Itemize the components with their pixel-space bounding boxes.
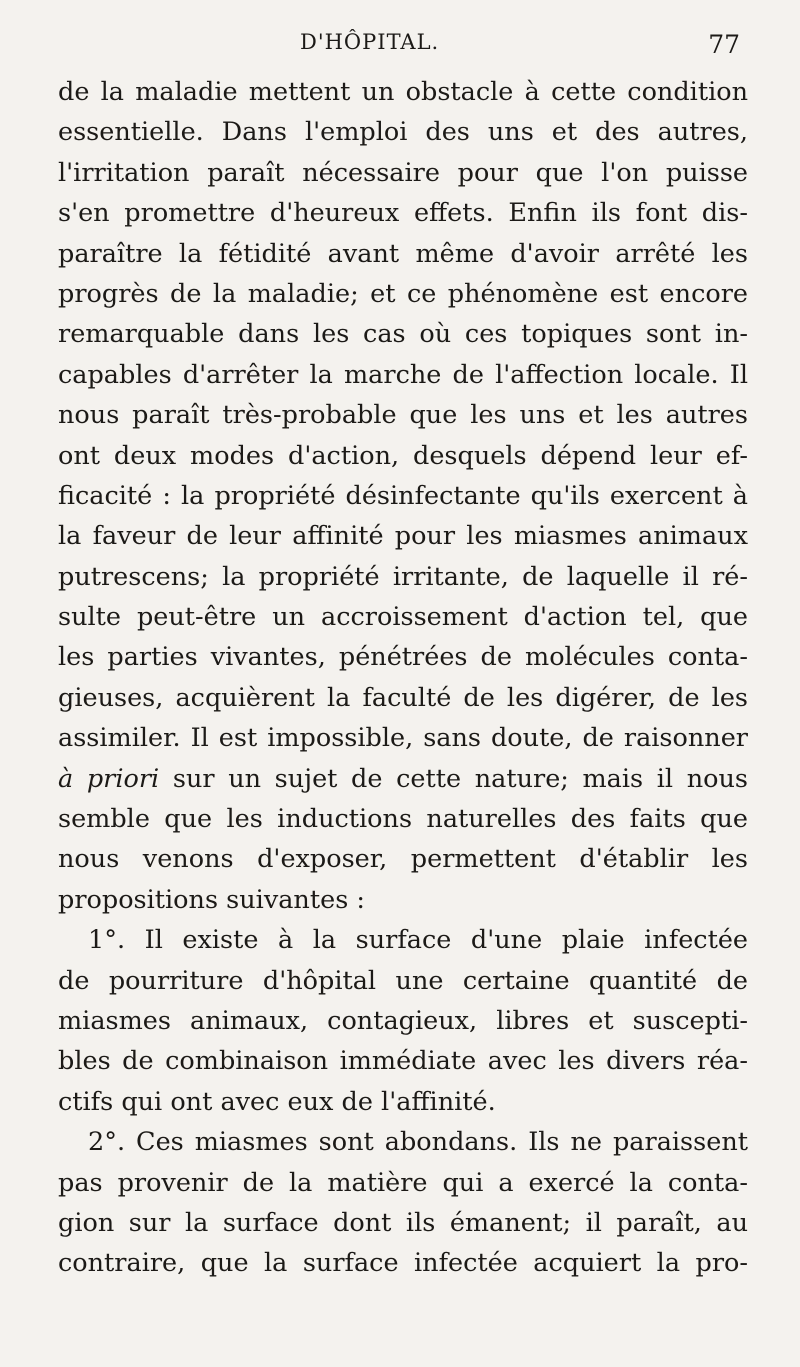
- text-line: paraître la fétidité avant même d'avoir arrêté les: [58, 238, 748, 269]
- text-line: 1°. Il existe à la surface d'une plaie infectée: [88, 925, 748, 956]
- italic-phrase: à priori: [58, 763, 160, 794]
- text-line: assimiler. Il est impossible, sans doute, de raisonner: [58, 723, 748, 754]
- text-line: 2°. Ces miasmes sont abondans. Ils ne paraissent: [88, 1127, 748, 1158]
- text-line: [58, 759, 748, 799]
- text-line: capables d'arrêter la marche de l'affection locale. Il: [58, 359, 748, 390]
- text-line: les parties vivantes, pénétrées de molécules conta-: [58, 642, 748, 673]
- text-line: s'en promettre d'heureux effets. Enfin ils font dis-: [58, 198, 748, 229]
- text-line: essentielle. Dans l'emploi des uns et des autres,: [58, 117, 748, 148]
- text-line: propositions suivantes :: [58, 884, 365, 915]
- text-line: pas provenir de la matière qui a exercé la conta-: [58, 1167, 748, 1198]
- body-text: [58, 72, 748, 1284]
- text-line: ont deux modes d'action, desquels dépend leur ef-: [58, 440, 748, 471]
- text-line: la faveur de leur affinité pour les miasmes animaux: [58, 521, 748, 552]
- text-line: gieuses, acquièrent la faculté de les digérer, de les: [58, 682, 748, 713]
- page-number: 77: [708, 30, 740, 59]
- text-line: l'irritation paraît nécessaire pour que l'on puisse: [58, 157, 748, 188]
- text-line: sulte peut-être un accroissement d'action tel, que: [58, 602, 748, 633]
- text-line: de la maladie mettent un obstacle à cette condition: [58, 77, 748, 107]
- text-line: nous paraît très-probable que les uns et les autres: [58, 400, 748, 431]
- line-rest: sur un sujet de cette nature; mais il nous: [159, 763, 748, 794]
- text-line: semble que les inductions naturelles des faits que: [58, 804, 748, 835]
- text-line: ctifs qui ont avec eux de l'affinité.: [58, 1086, 496, 1117]
- text-line: contraire, que la surface infectée acquiert la pro-: [58, 1248, 748, 1279]
- text-line: de pourriture d'hôpital une certaine quantité de: [58, 965, 748, 996]
- running-head: [0, 24, 800, 64]
- text-line: progrès de la maladie; et ce phénomène est encore: [58, 278, 748, 309]
- text-line: bles de combinaison immédiate avec les divers réa-: [58, 1046, 748, 1077]
- text-line: nous venons d'exposer, permettent d'établir les: [58, 844, 748, 875]
- text-line: miasmes animaux, contagieux, libres et suscepti-: [58, 1005, 748, 1036]
- text-line: ficacité : la propriété désinfectante qu'ils exercent à: [58, 480, 748, 511]
- running-title: D'HÔPITAL.: [300, 30, 440, 54]
- text-line: putrescens; la propriété irritante, de laquelle il ré-: [58, 561, 748, 592]
- text-line: remarquable dans les cas où ces topiques sont in-: [58, 319, 748, 350]
- text-line: gion sur la surface dont ils émanent; il paraît, au: [58, 1207, 748, 1238]
